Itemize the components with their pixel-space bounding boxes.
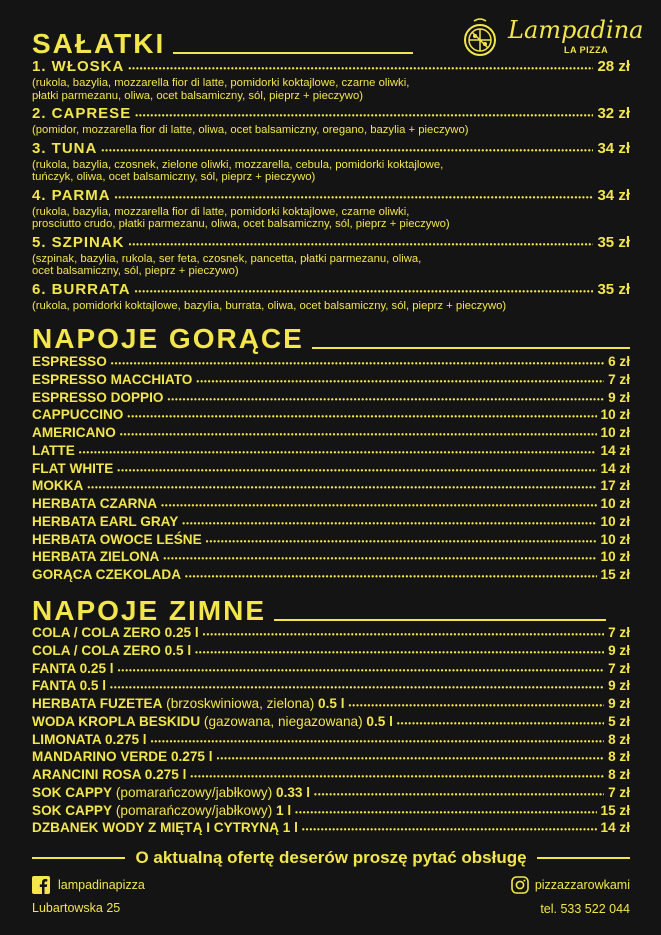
drink-price: 8 zł — [608, 749, 630, 765]
salad-price: 34 zł — [597, 139, 630, 157]
drink-price: 10 zł — [600, 496, 630, 511]
drink-name-main: HERBATA CZARNA — [32, 496, 158, 511]
salads-title: SAŁATKI — [32, 28, 166, 59]
drink-name-main: ESPRESSO — [32, 354, 107, 369]
drink-name — [32, 819, 298, 837]
note-rule-right — [537, 857, 630, 859]
menu-row — [32, 353, 630, 371]
pizza-bulb-icon — [460, 18, 504, 58]
salad-name: 2. CAPRESE — [32, 105, 132, 122]
drink-name — [32, 677, 106, 695]
salad-row — [32, 105, 630, 124]
drink-name-main: FANTA 0.5 l — [32, 678, 107, 694]
cold-drinks-list — [32, 624, 630, 837]
salad-ingredients: (pomidor, mozzarella fior di latte, oliwa, ocet balsamiczny, oregano, bazylia + pieczywo) — [32, 124, 469, 136]
menu-row — [32, 695, 630, 713]
hot-drinks-list — [32, 353, 630, 584]
facebook-handle: lampadinapizza — [58, 878, 145, 892]
drink-price: 7 zł — [608, 625, 630, 640]
drink-name-main: SOK CAPPY — [32, 802, 113, 818]
drink-name — [32, 748, 213, 766]
drink-variant: (brzoskwiniowa, zielona) — [162, 696, 319, 711]
drink-volume: 1 l — [276, 802, 292, 818]
drink-name — [32, 460, 113, 478]
cold-drinks-heading — [32, 597, 606, 625]
drink-price: 9 zł — [608, 678, 630, 694]
drink-name — [32, 784, 310, 802]
drink-price: 8 zł — [608, 731, 630, 747]
salad-item — [32, 187, 630, 231]
drink-name-main: FANTA 0.25 l — [32, 660, 114, 676]
salad-row — [32, 58, 630, 77]
drink-price: 7 zł — [608, 371, 630, 387]
drink-price: 6 zł — [608, 354, 630, 369]
dot-leader — [135, 281, 594, 300]
menu-row — [32, 731, 630, 749]
facebook-icon — [32, 876, 50, 894]
drink-name-main: LATTE — [32, 442, 75, 458]
salad-name: 1. WŁOSKA — [32, 58, 125, 75]
drink-price: 9 zł — [608, 389, 630, 405]
drink-name — [32, 406, 123, 424]
instagram-handle: pizzazzarowkami — [534, 878, 630, 892]
drink-name — [32, 424, 116, 442]
drink-volume: 0.5 l — [366, 713, 393, 729]
salad-row — [32, 187, 630, 206]
menu-row — [32, 424, 630, 442]
drink-price: 17 zł — [600, 478, 630, 494]
salad-ingredients: (rukola, bazylia, mozzarella fior di latte, pomidorki koktajlowe, czarne oliwki, prosciutto crudo, płatki parmezanu, oliwa, ocet balsamiczny, sól, pieprz + pieczywo) — [32, 205, 450, 230]
menu-row — [32, 677, 630, 695]
salad-name: 6. BURRATA — [32, 280, 131, 298]
salad-item — [32, 281, 630, 313]
drink-name — [32, 389, 163, 407]
drink-name — [32, 731, 147, 749]
note-rule-left — [32, 857, 125, 859]
drink-name — [32, 477, 83, 495]
drink-name — [32, 713, 393, 731]
drink-price: 7 zł — [608, 784, 630, 800]
salad-row — [32, 140, 630, 159]
drink-name-main: GORĄCA CZEKOLADA — [32, 567, 182, 582]
drink-name-main: WODA KROPLA BESKIDU — [32, 713, 201, 729]
heading-rule — [274, 619, 606, 621]
drink-volume: 0.33 l — [276, 784, 311, 800]
heading-rule — [312, 347, 630, 349]
drink-price: 9 zł — [608, 696, 630, 711]
drink-name-main: SOK CAPPY — [32, 784, 113, 800]
salads-heading — [32, 30, 413, 58]
drink-name — [32, 442, 75, 460]
drink-price: 10 zł — [600, 549, 630, 565]
menu-row — [32, 713, 630, 731]
logo-subtitle: LA PIZZA — [564, 45, 609, 55]
drink-price: 15 zł — [600, 567, 630, 582]
menu-row — [32, 389, 630, 407]
drink-name-main: CAPPUCCINO — [32, 407, 124, 423]
salad-price: 34 zł — [597, 186, 630, 204]
phone-number: tel. 533 522 044 — [540, 902, 630, 916]
salad-row — [32, 281, 630, 300]
drink-name — [32, 495, 157, 513]
instagram-contact[interactable] — [511, 876, 630, 894]
drink-name — [32, 766, 186, 784]
dessert-note — [32, 848, 630, 868]
drink-price: 14 zł — [600, 820, 630, 836]
facebook-contact[interactable] — [32, 876, 145, 894]
drink-price: 10 zł — [600, 513, 630, 529]
drink-price: 9 zł — [608, 642, 630, 658]
salads-list — [32, 58, 630, 315]
drink-variant: (pomarańczowy/jabłkowy) — [112, 784, 277, 800]
drink-name-main: ARANCINI ROSA 0.275 l — [32, 767, 187, 782]
heading-rule — [173, 52, 413, 54]
drink-name — [32, 353, 107, 371]
dot-leader — [101, 140, 593, 159]
menu-row — [32, 477, 630, 495]
drink-name-main: FLAT WHITE — [32, 460, 114, 476]
drink-price: 14 zł — [600, 442, 630, 458]
salad-item — [32, 140, 630, 184]
menu-row — [32, 406, 630, 424]
drink-name-main: MANDARINO VERDE 0.275 l — [32, 749, 213, 765]
drink-name — [32, 624, 199, 642]
menu-row — [32, 371, 630, 389]
salad-ingredients: (rukola, pomidorki koktajlowe, bazylia, burrata, oliwa, ocet balsamiczny, sól, pieprz + pieczywo) — [32, 299, 507, 312]
instagram-icon — [511, 876, 529, 894]
salad-price: 35 zł — [597, 280, 630, 298]
menu-row — [32, 495, 630, 513]
drink-name-main: HERBATA ZIELONA — [32, 549, 160, 565]
menu-row — [32, 784, 630, 802]
menu-row — [32, 766, 630, 784]
salad-ingredients: (szpinak, bazylia, rukola, ser feta, czosnek, pancetta, płatki parmezanu, oliwa, ocet balsamiczny, sól, pieprz + pieczywo) — [32, 252, 422, 277]
salad-name: 5. SZPINAK — [32, 233, 125, 251]
salad-item — [32, 105, 630, 137]
menu-row — [32, 442, 630, 460]
dot-leader — [185, 566, 596, 586]
menu-row — [32, 642, 630, 660]
drink-price: 10 zł — [600, 407, 630, 423]
salad-price: 28 zł — [597, 58, 630, 75]
drink-name-main: COLA / COLA ZERO 0.25 l — [32, 625, 199, 640]
menu-row — [32, 748, 630, 766]
salad-name: 3. TUNA — [32, 139, 98, 157]
drink-name — [32, 642, 191, 660]
drink-price: 10 zł — [600, 531, 630, 547]
menu-row — [32, 624, 630, 642]
salad-ingredients: (rukola, bazylia, czosnek, zielone oliwki, mozzarella, cebula, pomidorki koktajlowe, tuńczyk, oliwa, ocet balsamiczny, sól, pieprz + pieczywo) — [32, 158, 444, 183]
hot-drinks-title: NAPOJE GORĄCE — [32, 323, 304, 354]
salad-row — [32, 234, 630, 253]
address: Lubartowska 25 — [32, 901, 121, 915]
menu-row — [32, 660, 630, 678]
drink-name-main: LIMONATA 0.275 l — [32, 731, 147, 747]
drink-price: 8 zł — [608, 767, 630, 782]
drink-name-main: HERBATA OWOCE LEŚNE — [32, 531, 202, 547]
drink-price: 10 zł — [600, 425, 630, 440]
logo-name: Lampadina — [508, 16, 644, 44]
drink-name — [32, 371, 192, 389]
hot-drinks-heading — [32, 325, 630, 353]
menu-row — [32, 802, 630, 820]
salad-name: 4. PARMA — [32, 186, 111, 204]
drink-name-main: MOKKA — [32, 478, 84, 494]
drink-name — [32, 513, 178, 531]
salad-item — [32, 234, 630, 278]
drink-name — [32, 660, 114, 678]
drink-variant: (gazowana, niegazowana) — [200, 713, 367, 729]
salad-price: 35 zł — [597, 233, 630, 251]
menu-row — [32, 460, 630, 478]
drink-name-main: HERBATA FUZETEA — [32, 696, 163, 711]
menu-row — [32, 531, 630, 549]
drink-name — [32, 695, 344, 713]
logo — [460, 14, 644, 60]
menu-row — [32, 566, 630, 584]
salad-ingredients: (rukola, bazylia, mozzarella fior di latte, pomidorki koktajlowe, czarne oliwki, płatki parmezanu, oliwa, ocet balsamiczny, sól, pieprz + pieczywo) — [32, 77, 410, 102]
drink-price: 15 zł — [600, 802, 630, 818]
dot-leader — [128, 58, 593, 77]
drink-name-main: HERBATA EARL GRAY — [32, 513, 179, 529]
menu-row — [32, 548, 630, 566]
drink-name-main: ESPRESSO MACCHIATO — [32, 371, 193, 387]
drink-name-main: COLA / COLA ZERO 0.5 l — [32, 642, 192, 658]
drink-name — [32, 548, 159, 566]
drink-volume: 0.5 l — [318, 696, 345, 711]
menu-page — [32, 0, 644, 935]
drink-name — [32, 531, 202, 549]
drink-name-main: ESPRESSO DOPPIO — [32, 389, 164, 405]
salad-price: 32 zł — [597, 105, 630, 122]
menu-row — [32, 819, 630, 837]
drink-price: 14 zł — [600, 460, 630, 476]
dessert-note-text: O aktualną ofertę deserów proszę pytać obsługę — [135, 848, 527, 867]
drink-name — [32, 802, 291, 820]
salad-item — [32, 58, 630, 102]
drink-variant: (pomarańczowy/jabłkowy) — [112, 802, 277, 818]
dot-leader — [302, 819, 597, 839]
dot-leader — [115, 187, 594, 206]
cold-drinks-title: NAPOJE ZIMNE — [32, 595, 267, 626]
dot-leader — [129, 234, 594, 253]
drink-name — [32, 566, 181, 584]
dot-leader — [135, 105, 593, 124]
drink-name-main: AMERICANO — [32, 425, 116, 440]
drink-name-main: DZBANEK WODY Z MIĘTĄ I CYTRYNĄ 1 l — [32, 820, 298, 836]
drink-price: 5 zł — [608, 713, 630, 729]
drink-price: 7 zł — [608, 660, 630, 676]
menu-row — [32, 513, 630, 531]
